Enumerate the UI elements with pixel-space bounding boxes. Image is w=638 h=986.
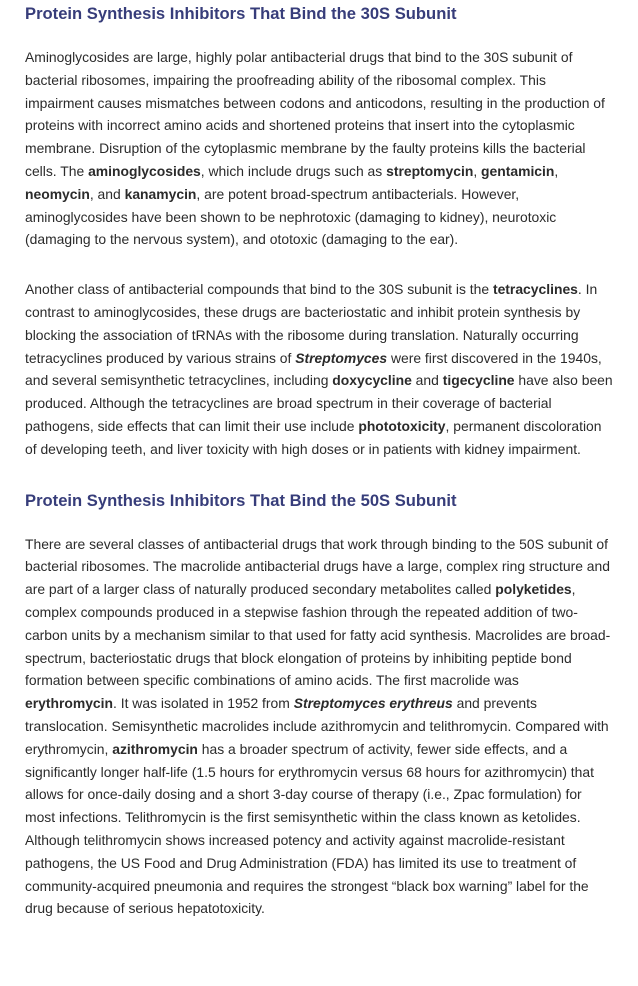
text-run: were first discovered in the 1940s, and several semisynthetic tetracyclines, including <box>25 349 602 389</box>
bold-term: phototoxicity <box>358 417 446 434</box>
bold-term: aminoglycosides <box>88 162 201 179</box>
bold-term: tetracyclines <box>492 281 578 298</box>
text-run: and <box>411 372 443 389</box>
bold-term: streptomycin <box>386 162 474 179</box>
paragraph-aminoglycosides <box>25 46 614 251</box>
text-run: , <box>473 162 482 179</box>
text-run: has a broader spectrum of activity, fewer side effects, and a significantly longer half-life (1.5 hours for erythromycin versus 68 hours for azithromycin) that allows for once-daily dosing and a short 3-day course of therapy (i.e., Zpac formulation) for most infections. Telithromycin is the first semisynthetic within the class known as ketolides. Although telithromycin shows increased potency and activity against macrolide-resistant pathogens, the US Food and Drug Administration (FDA) has limited its use to treatment of community-acquired pneumonia and requires the strongest “black box warning” label for the drug because of serious hepatotoxicity. <box>25 740 594 917</box>
text-run: Another class of antibacterial compounds that bind to the 30S subunit is the <box>25 281 493 298</box>
section-heading-30s: Protein Synthesis Inhibitors That Bind the 30S Subunit <box>25 4 457 23</box>
bold-term: polyketides <box>495 581 572 598</box>
bold-term: doxycycline <box>332 372 412 389</box>
organism-name: Streptomyces erythreus <box>293 695 453 712</box>
bold-term: neomycin <box>25 185 90 202</box>
text-run: , permanent discoloration of developing teeth, and liver toxicity with high doses or in patients with kidney impairment. <box>25 417 602 457</box>
bold-term: gentamicin <box>481 162 555 179</box>
bold-term: tigecycline <box>442 372 515 389</box>
text-run: , complex compounds produced in a stepwise fashion through the repeated addition of two-carbon units by a mechanism similar to that used for fatty acid synthesis. Macrolides are broad-spectrum, bacteriostatic drugs that block elongation of proteins by inhibiting peptide bond formation between specific combinations of amino acids. The first macrolide was <box>25 581 611 689</box>
text-run: and prevents translocation. Semisynthetic macrolides include azithromycin and telithromycin. Compared with erythromycin, <box>25 695 609 757</box>
paragraph-tetracyclines <box>25 278 614 460</box>
text-run: . It was isolated in 1952 from <box>113 695 294 712</box>
text-run: . In contrast to aminoglycosides, these drugs are bacteriostatic and inhibit protein synthesis by blocking the association of tRNAs with the ribosome during translation. Naturally occurring tetracyclines produced by various strains of <box>25 281 598 366</box>
bold-term: kanamycin <box>124 185 197 202</box>
bold-term: erythromycin <box>25 695 114 712</box>
text-run: have also been produced. Although the tetracyclines are broad spectrum in their coverage of bacterial pathogens, side effects that can limit their use include <box>25 372 613 434</box>
section-heading-50s: Protein Synthesis Inhibitors That Bind the 50S Subunit <box>25 490 457 510</box>
bold-term: azithromycin <box>112 740 198 757</box>
organism-name: Streptomyces <box>295 349 388 366</box>
text-run: , which include drugs such as <box>200 162 387 179</box>
text-run: Aminoglycosides are large, highly polar antibacterial drugs that bind to the 30S subunit of bacterial ribosomes, impairing the proofreading ability of the ribosomal complex. This impairment causes mismatches between codons and anticodons, resulting in the production of proteins with incorrect amino acids and shortened proteins that insert into the cytoplasmic membrane. Disruption of the cytoplasmic membrane by the faulty proteins kills the bacterial cells. The <box>25 49 605 179</box>
text-run: , and <box>89 185 125 202</box>
paragraph-macrolides <box>25 533 614 921</box>
text-run: There are several classes of antibacterial drugs that work through binding to the 50S subunit of bacterial ribosomes. The macrolide antibacterial drugs have a large, complex ring structure and are part of a larger class of naturally produced secondary metabolites called <box>25 535 610 598</box>
text-run: , <box>554 162 559 179</box>
text-run: , are potent broad-spectrum antibacterials. However, aminoglycosides have been shown to be nephrotoxic (damaging to kidney), neurotoxic (damaging to the nervous system), and ototoxic (damaging to the ear). <box>25 185 557 248</box>
